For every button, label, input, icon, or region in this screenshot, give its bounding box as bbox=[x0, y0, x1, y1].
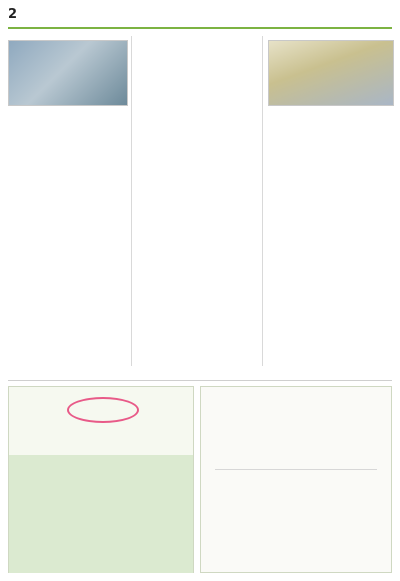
page-number: 2 bbox=[8, 7, 18, 22]
advertisement-left bbox=[8, 386, 194, 573]
column-divider bbox=[131, 36, 132, 366]
directory-separator bbox=[215, 469, 377, 470]
section-rule bbox=[8, 380, 392, 381]
ad-green-band bbox=[9, 455, 193, 573]
column-divider bbox=[262, 36, 263, 366]
logo-ring-icon bbox=[67, 397, 139, 423]
page-header bbox=[8, 6, 392, 26]
briefing-photo bbox=[8, 40, 128, 106]
column-2 bbox=[138, 36, 256, 40]
column-3 bbox=[268, 36, 392, 111]
header-rule bbox=[8, 27, 392, 29]
advertisement-right bbox=[200, 386, 392, 573]
column-1 bbox=[8, 36, 126, 111]
meeting-photo bbox=[268, 40, 394, 106]
